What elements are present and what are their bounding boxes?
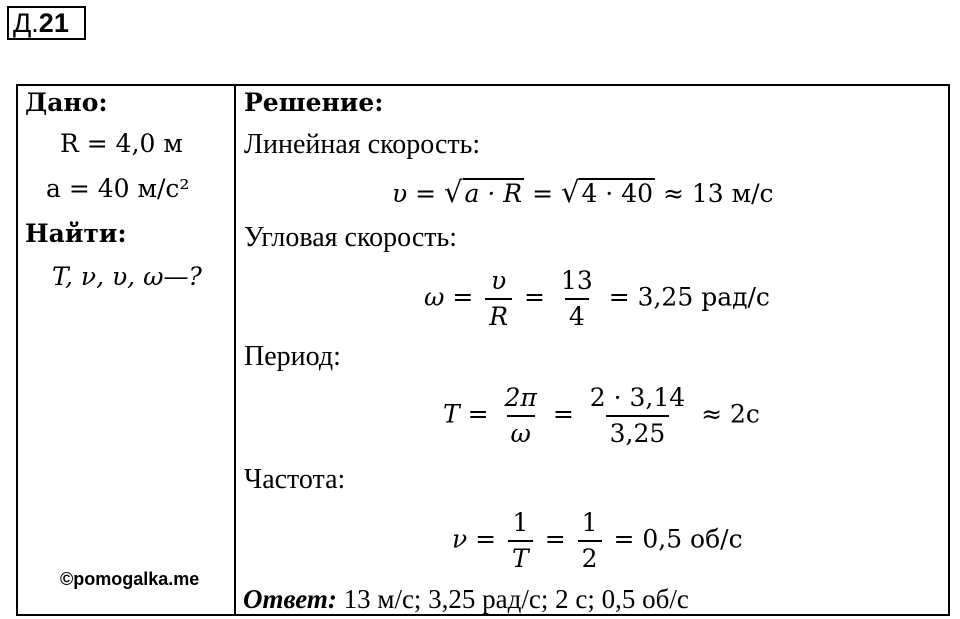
period-fraction-1: $\frac{2\pi}{\omega}$ — [501, 381, 541, 451]
angular-speed-label: Угловая скорость: — [244, 222, 458, 253]
find-quantities: T, ν, υ, ω—? — [52, 262, 202, 291]
frequency-label: Частота: — [244, 464, 346, 495]
given-acceleration: a = 40 м/с² — [46, 174, 190, 203]
problem-number-badge — [7, 6, 86, 40]
sqrt-term-2: 4 · 40 — [581, 179, 654, 208]
freq-fraction-1: $\frac{1}{T}$ — [508, 506, 533, 576]
period-rhs: ≈ 2с — [701, 399, 760, 429]
column-divider — [234, 84, 236, 616]
answer-line — [243, 584, 689, 615]
freq-eq: = — [544, 524, 566, 554]
answer-label: Ответ: — [243, 584, 337, 614]
period-label: Период: — [244, 341, 341, 372]
problem-number: 21 — [38, 8, 69, 38]
solution-title: Решение: — [244, 88, 384, 117]
problem-prefix: Д. — [13, 8, 39, 38]
frequency-formula — [452, 506, 743, 576]
sqrt-sign-2: √ — [560, 175, 580, 209]
angular-fraction-1: $\frac{\upsilon}{R}$ — [485, 264, 512, 334]
linear-eq: = — [532, 179, 554, 208]
linear-speed-label: Линейная скорость: — [244, 129, 481, 160]
angular-fraction-2: $\frac{13}{4}$ — [557, 264, 597, 334]
angular-eq: = — [524, 282, 545, 312]
freq-lhs: ν = — [452, 524, 497, 554]
sqrt-term-1: a · R — [464, 179, 523, 208]
angular-lhs: ω = — [424, 282, 474, 312]
answer-text: 13 м/с; 3,25 рад/с; 2 с; 0,5 об/с — [336, 584, 689, 614]
linear-speed-formula — [392, 177, 774, 209]
freq-rhs: = 0,5 об/с — [613, 524, 743, 554]
freq-fraction-2: $\frac{1}{2}$ — [578, 506, 602, 576]
find-title: Найти: — [25, 219, 127, 248]
watermark: ©pomogalka.me — [60, 569, 200, 589]
angular-speed-formula — [424, 264, 770, 334]
given-radius: R = 4,0 м — [60, 129, 183, 158]
period-eq: = — [552, 399, 574, 429]
period-lhs: T = — [443, 399, 489, 429]
period-formula — [443, 381, 760, 451]
given-title: Дано: — [25, 88, 108, 117]
linear-rhs: ≈ 13 м/с — [662, 179, 774, 208]
linear-lhs: υ = — [392, 179, 437, 208]
angular-rhs: = 3,25 рад/с — [608, 282, 770, 312]
period-fraction-2: $\frac{2 \cdot 3,14}{3,25}$ — [586, 381, 689, 451]
sqrt-sign-1: √ — [444, 175, 463, 209]
